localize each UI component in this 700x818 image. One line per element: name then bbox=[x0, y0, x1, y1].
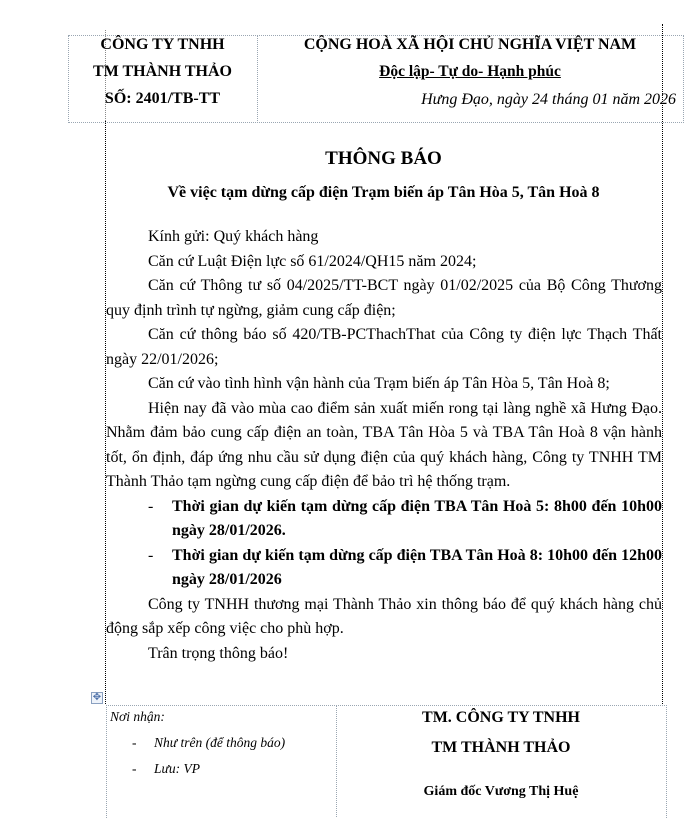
schedule-item bbox=[106, 544, 662, 593]
national-heading-block bbox=[258, 35, 682, 116]
company-block bbox=[68, 35, 257, 116]
company-name-line2: TM THÀNH THẢO bbox=[93, 63, 232, 80]
regards: Trân trọng thông báo! bbox=[148, 644, 289, 662]
recipient-text: Lưu: VP bbox=[154, 761, 200, 776]
main-paragraph: Hiện nay đã vào mùa cao điểm sản xuất miến rong tại làng nghề xã Hưng Đạo. Nhằm đảm bảo cung cấp điện an toàn, TBA Tân Hòa 5 và TBA Tân Hoà 8 vận hành tốt, ổn định, đáp ứng nhu cầu sử dụng điện của quý khách hàng, Công ty TNHH TM Thành Thảo tạm ngừng cung cấp điện để bảo trì hệ thống trạm. bbox=[106, 399, 662, 490]
company-name-line1: CÔNG TY TNHH bbox=[100, 36, 225, 53]
legal-basis-3: Căn cứ thông báo số 420/TB-PCThachThat của Công ty điện lực Thạch Thất ngày 22/01/2026; bbox=[106, 326, 662, 368]
national-motto bbox=[258, 62, 682, 89]
recipients-heading: Nơi nhận: bbox=[110, 709, 165, 724]
national-title: CỘNG HOÀ XÃ HỘI CHỦ NGHĨA VIỆT NAM bbox=[303, 36, 637, 53]
legal-basis-4: Căn cứ vào tình hình vận hành của Trạm biến áp Tân Hòa 5, Tân Hoà 8; bbox=[148, 375, 610, 392]
document-title: THÔNG BÁO bbox=[325, 148, 442, 169]
bullet-dash: - bbox=[132, 735, 137, 750]
schedule-text: Thời gian dự kiến tạm dừng cấp điện TBA Tân Hoà 5: 8h00 đến 10h00 ngày 28/01/2026. bbox=[172, 497, 662, 539]
bullet-dash: - bbox=[132, 761, 137, 776]
legal-basis-2: Căn cứ Thông tư số 04/2025/TT-BCT ngày 01/02/2025 của Bộ Công Thương quy định trình tự ngừng, giảm cung cấp điện; bbox=[106, 277, 662, 319]
recipients-block bbox=[110, 708, 334, 782]
signer-org-line1: TM. CÔNG TY TNHH bbox=[422, 709, 580, 726]
text-boundary-right bbox=[662, 24, 663, 704]
bullet-dash: - bbox=[148, 546, 154, 564]
bullet-dash: - bbox=[148, 497, 154, 515]
document-subtitle: Về việc tạm dừng cấp điện Trạm biến áp Tân Hòa 5, Tân Hoà 8 bbox=[167, 184, 600, 201]
legal-basis-1: Căn cứ Luật Điện lực số 61/2024/QH15 năm 2024; bbox=[148, 252, 477, 270]
signer-org-line2: TM THÀNH THẢO bbox=[431, 739, 571, 756]
place-date: Hưng Đạo, ngày 24 tháng 01 năm 2026 bbox=[421, 91, 676, 108]
signer-block bbox=[337, 705, 665, 803]
recipient-item bbox=[110, 756, 334, 782]
recipient-item bbox=[110, 730, 334, 756]
signer-name: Giám đốc Vương Thị Huệ bbox=[423, 784, 579, 799]
national-motto-text: Độc lập- Tự do- Hạnh phúc bbox=[379, 63, 561, 80]
schedule-item bbox=[106, 495, 662, 544]
recipient-text: Như trên (để thông báo) bbox=[154, 735, 286, 750]
greeting: Kính gửi: Quý khách hàng bbox=[148, 228, 319, 245]
schedule-text: Thời gian dự kiến tạm dừng cấp điện TBA Tân Hoà 8: 10h00 đến 12h00 ngày 28/01/2026 bbox=[172, 546, 662, 588]
schedule-list bbox=[106, 495, 662, 593]
closing-paragraph: Công ty TNHH thương mại Thành Thảo xin thông báo để quý khách hàng chủ động sắp xếp công việc cho phù hợp. bbox=[106, 595, 662, 637]
document-body bbox=[106, 225, 662, 666]
document-number: SỐ: 2401/TB-TT bbox=[104, 90, 221, 107]
move-icon[interactable]: ✥ bbox=[92, 692, 102, 703]
